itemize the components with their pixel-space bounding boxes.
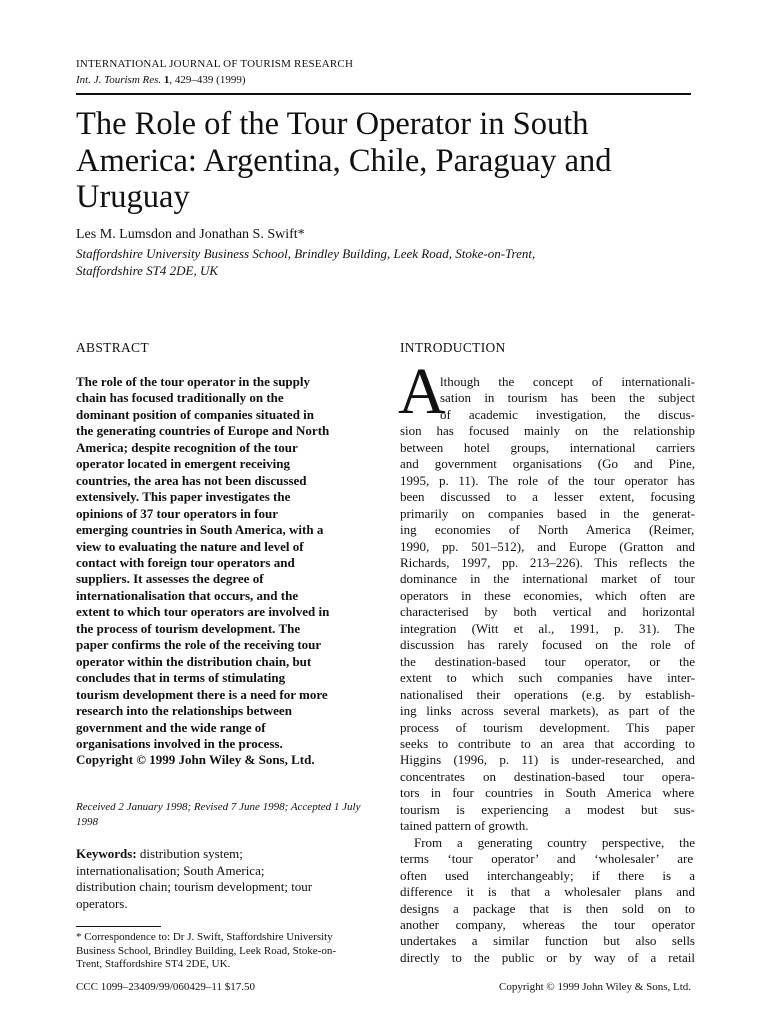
introduction-line: concentrates on destination-based tour opera- xyxy=(400,768,695,784)
introduction-line: tourism is experiencing a modest but sus- xyxy=(400,801,695,817)
citation-pages-year: , 429–439 (1999) xyxy=(169,74,246,86)
introduction-line: designs a package that is then sold on to xyxy=(400,900,695,916)
introduction-line: tained pattern of growth. xyxy=(400,818,529,834)
introduction-line: the destination-based tour operator, or the xyxy=(400,653,695,669)
introduction-line: Higgins (1996, p. 11) is under-researched, and xyxy=(400,752,696,768)
affiliation xyxy=(76,246,676,279)
footnote-rule xyxy=(76,926,161,927)
introduction-line: discussion has rarely focused on the role of xyxy=(400,637,695,653)
introduction-line: 1995, p. 11). The role of the tour operator has xyxy=(400,472,695,488)
introduction-line: tors in four countries in South America where xyxy=(400,785,695,801)
authors: Les M. Lumsdon and Jonathan S. Swift* xyxy=(76,227,305,242)
introduction-line: sation in tourism has been the subject xyxy=(440,390,696,406)
affiliation-text: Staffordshire University Business School, Brindley Building, Leek Road, Stoke-on-Trent, Staffordshire ST4 2DE, UK xyxy=(76,246,536,278)
introduction-line: nationalised their operations (e.g. by establish- xyxy=(400,686,696,702)
introduction-line: Richards, 1997, pp. 213–226). This reflects the xyxy=(400,554,695,570)
introduction-line: dominance in the international market of tour xyxy=(400,571,696,587)
citation-journal: Int. J. Tourism Res. xyxy=(76,74,162,86)
introduction-line: integration (Witt et al., 1991, p. 31). The xyxy=(400,620,695,636)
introduction-line: directly to the public or by way of a retail xyxy=(400,949,695,965)
abstract-text: The role of the tour operator in the supply chain has focused traditionally on the dominant position of companies situated in the generating countries of Europe and North America; despite recognition of the tour operator located in emergent receiving countries, the area has not been discussed extensively. This paper investigates the opinions of 37 tour operators in four emerging countries in South America, with a view to evaluating the nature and level of contact with foreign tour operators and suppliers. It assesses the degree of internationalisation that occurs, and the extent to which tour operators are involved in the process of tourism development. The paper confirms the role of the receiving tour operator within the distribution chain, but concludes that in terms of stimulating tourism development there is a need for more research into the relationships between government and the wide range of organisations involved in the process. Copyright © 1999 John Wiley & Sons, Ltd. xyxy=(76,374,330,768)
introduction-line: between hotel groups, international carriers xyxy=(400,439,696,455)
journal-name: INTERNATIONAL JOURNAL OF TOURISM RESEARCH xyxy=(76,58,354,70)
introduction-line: seeks to contribute to an area that according to xyxy=(400,735,695,751)
copyright-notice: Copyright © 1999 John Wiley & Sons, Ltd. xyxy=(499,981,691,993)
introduction-line: terms ‘tour operator’ and ‘wholesaler’ are xyxy=(400,851,694,867)
keywords xyxy=(76,846,370,912)
citation-volume: 1 xyxy=(163,74,170,86)
introduction-line: undertakes a similar function but also sells xyxy=(400,933,695,949)
introduction-line: lthough the concept of internationali- xyxy=(440,374,696,389)
ccc-code: CCC 1099–23409/99/060429–11 $17.50 xyxy=(76,981,255,993)
introduction-line: ing economies of North America (Reimer, xyxy=(400,522,695,538)
introduction-line: 1990, pp. 501–512), and Europe (Gratton and xyxy=(400,538,695,554)
introduction-line: extent to which such companies have inter- xyxy=(400,670,696,686)
introduction-line: often used interchangeably; if there is a xyxy=(400,867,696,883)
introduction-line: primarily on companies based in the generat- xyxy=(400,505,696,521)
citation xyxy=(76,74,245,86)
introduction-line: From a generating country perspective, the xyxy=(414,834,695,850)
introduction-line: been discussed to a lesser extent, focusing xyxy=(400,489,695,505)
introduction-line: ing links across several markets), as part of the xyxy=(400,703,696,719)
correspondence-footnote: * Correspondence to: Dr J. Swift, Staffordshire University Business School, Brindley Building, Leek Road, Stoke-on- Trent, Staffordshire ST4 2DE, UK. xyxy=(76,931,337,970)
abstract-heading: ABSTRACT xyxy=(76,340,149,355)
introduction-text xyxy=(400,374,695,966)
introduction-line: difference it is that a wholesaler plans and xyxy=(400,884,696,900)
introduction-line: operators in these economies, which often are xyxy=(400,587,696,603)
introduction-heading: INTRODUCTION xyxy=(400,340,506,355)
keywords-label: Keywords: xyxy=(76,846,137,861)
introduction-line: and government organisations (Go and Pine, xyxy=(400,456,695,472)
introduction-line: process of tourism development. This paper xyxy=(400,719,695,735)
header-rule xyxy=(76,93,691,95)
introduction-line: another company, whereas the tour operator xyxy=(400,916,696,932)
received-dates: Received 2 January 1998; Revised 7 June 1998; Accepted 1 July 1998 xyxy=(76,801,361,828)
introduction-line: characterised by both vertical and horizontal xyxy=(400,604,696,620)
introduction-line: of academic investigation, the discus- xyxy=(440,406,695,422)
drop-cap: A xyxy=(398,355,446,428)
introduction-line: sion has focused mainly on the relationship xyxy=(400,423,696,439)
article-title: The Role of the Tour Operator in South America: Argentina, Chile, Paraguay and Uruguay xyxy=(76,106,612,215)
keywords-text: distribution system; internationalisation; South America; distribution chain; tourism development; tour operators. xyxy=(76,846,313,911)
